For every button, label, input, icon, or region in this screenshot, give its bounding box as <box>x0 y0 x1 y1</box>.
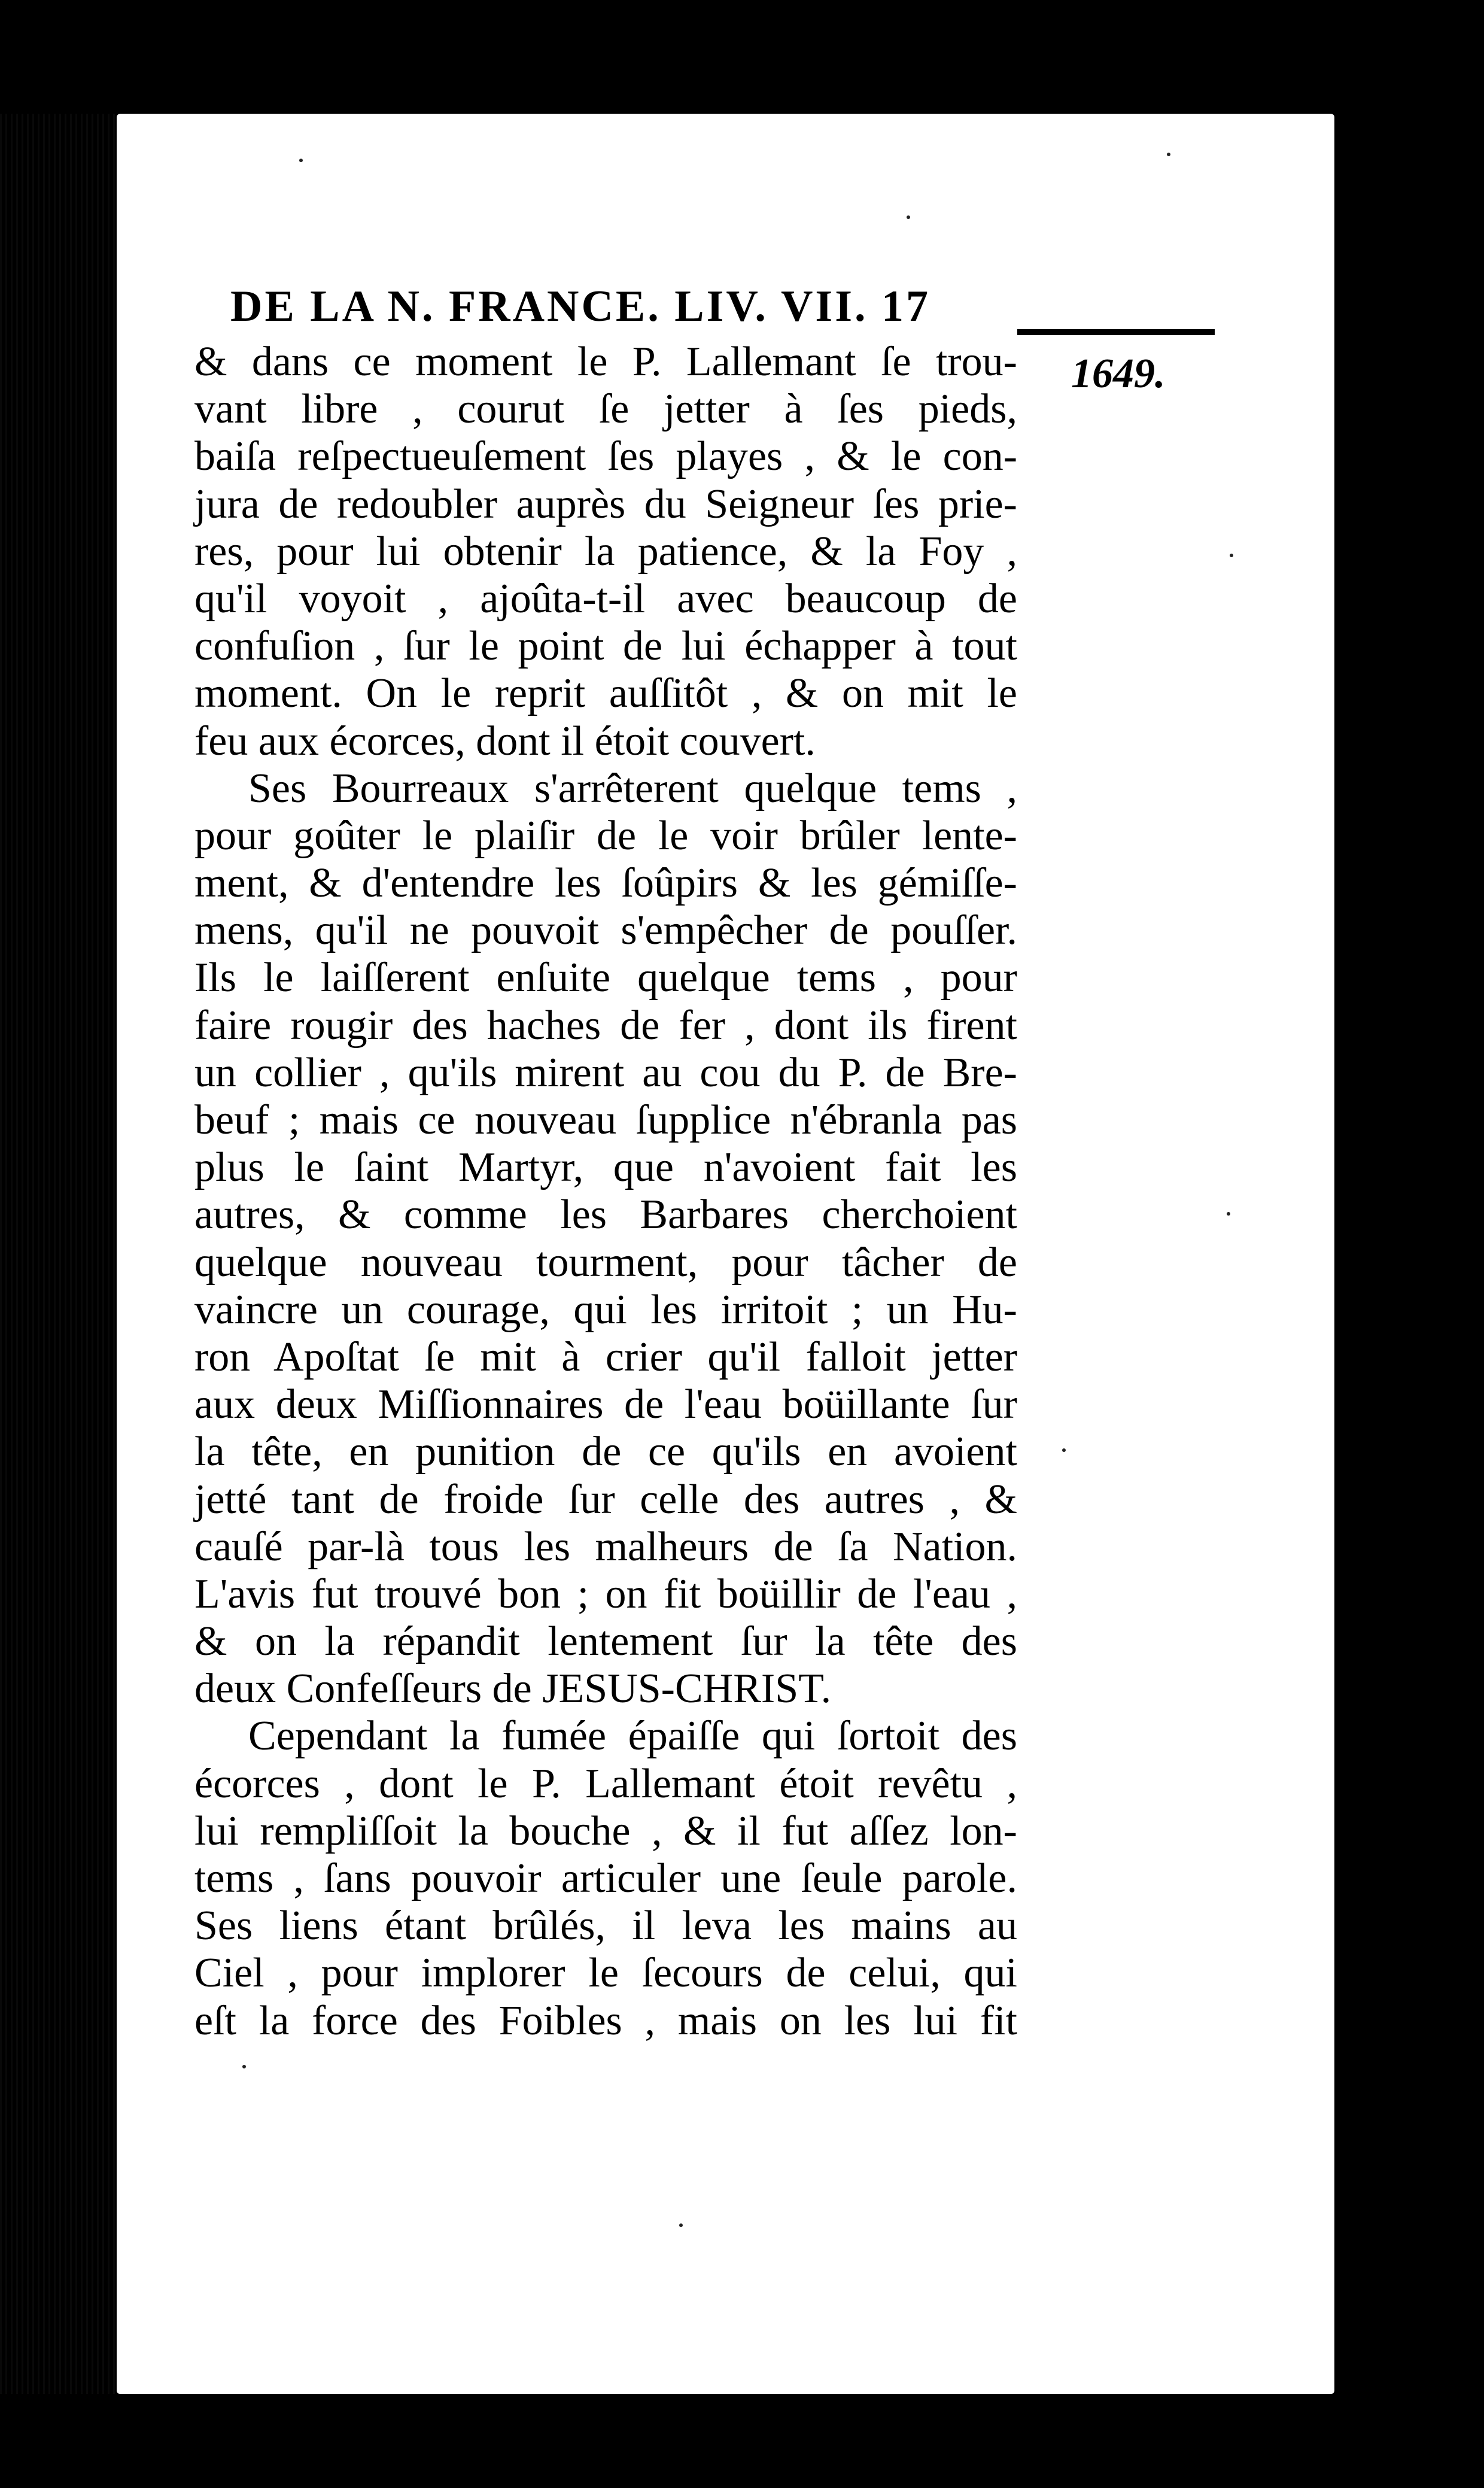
text-line: res, pour lui obtenir la patience, & la Foy , <box>194 528 1017 575</box>
text-line: Ils le laiſſerent enſuite quelque tems , pour <box>194 955 1017 1001</box>
scan-speck <box>299 159 303 162</box>
text-line: pour goûter le plaiſir de le voir brûler lente- <box>194 812 1017 859</box>
text-line: L'avis fut trouvé bon ; on fit boüillir de l'eau , <box>194 1570 1017 1617</box>
text-line: lui rempliſſoit la bouche , & il fut aſſez lon- <box>194 1807 1017 1854</box>
text-line: autres, & comme les Barbares cherchoient <box>194 1192 1017 1238</box>
text-line: & on la répandit lentement ſur la tête des <box>194 1618 1017 1665</box>
text-line: mens, qu'il ne pouvoit s'empêcher de pouſſer. <box>194 907 1017 954</box>
text-line: un collier , qu'ils mirent au cou du P. de Bre- <box>194 1049 1017 1096</box>
text-line: moment. On le reprit auſſitôt , & on mit le <box>194 670 1017 717</box>
text-line: cauſé par-là tous les malheurs de ſa Nation. <box>194 1523 1017 1570</box>
scan-speck <box>679 2223 683 2227</box>
text-line: vaincre un courage, qui les irritoit ; un Hu- <box>194 1286 1017 1333</box>
text-line: faire rougir des haches de fer , dont ils firent <box>194 1002 1017 1049</box>
text-line: baiſa reſpectueuſement ſes playes , & le con- <box>194 433 1017 480</box>
text-line: Ciel , pour implorer le ſecours de celui, qui <box>194 1950 1017 1997</box>
text-line: jetté tant de froide ſur celle des autres , & <box>194 1476 1017 1523</box>
text-line: tems , ſans pouvoir articuler une ſeule parole. <box>194 1855 1017 1901</box>
scan-speck <box>242 2065 246 2068</box>
text-line: & dans ce moment le P. Lallemant ſe trou- <box>194 339 1017 385</box>
text-line: écorces , dont le P. Lallemant étoit revêtu , <box>194 1760 1017 1807</box>
text-line: aux deux Miſſionnaires de l'eau boüillante ſur <box>194 1381 1017 1428</box>
margin-year-note: 1649. <box>1071 351 1166 397</box>
text-line: feu aux écorces, dont il étoit couvert. <box>194 718 816 764</box>
text-line: la tête, en punition de ce qu'ils en avoient <box>194 1429 1017 1475</box>
text-line: plus le ſaint Martyr, que n'avoient fait les <box>194 1144 1017 1191</box>
scan-speck <box>1230 554 1233 557</box>
body-text <box>194 338 1017 2045</box>
scan-edge-left <box>0 114 117 2394</box>
text-line: quelque nouveau tourment, pour tâcher de <box>194 1239 1017 1286</box>
text-line: ron Apoſtat ſe mit à crier qu'il falloit jetter <box>194 1333 1017 1380</box>
scan-speck <box>1227 1212 1230 1216</box>
scan-speck <box>1167 153 1170 156</box>
text-line: beuf ; mais ce nouveau ſupplice n'ébranla pas <box>194 1097 1017 1143</box>
scan-speck <box>1062 1448 1066 1452</box>
running-header: DE LA N. FRANCE. LIV. VII. 17 <box>230 282 931 331</box>
scan-speck <box>907 215 910 219</box>
text-line: deux Confeſſeurs de JESUS-CHRIST. <box>194 1666 832 1712</box>
text-line: Ses liens étant brûlés, il leva les mains au <box>194 1903 1017 1949</box>
text-line: qu'il voyoit , ajoûta-t-il avec beaucoup de <box>194 575 1017 622</box>
text-line: Ses Bourreaux s'arrêterent quelque tems , <box>248 765 1017 812</box>
text-line: vant libre , courut ſe jetter à ſes pieds, <box>194 386 1017 433</box>
text-line: confuſion , ſur le point de lui échapper à tout <box>194 623 1017 670</box>
header-rule <box>1017 329 1215 335</box>
text-line: ment, & d'entendre les ſoûpirs & les gémiſſe- <box>194 860 1017 907</box>
text-line: Cependant la fumée épaiſſe qui ſortoit des <box>248 1713 1017 1760</box>
text-line: eſt la force des Foibles , mais on les lui fit <box>194 1997 1017 2044</box>
text-line: jura de redoubler auprès du Seigneur ſes prie- <box>194 481 1017 527</box>
